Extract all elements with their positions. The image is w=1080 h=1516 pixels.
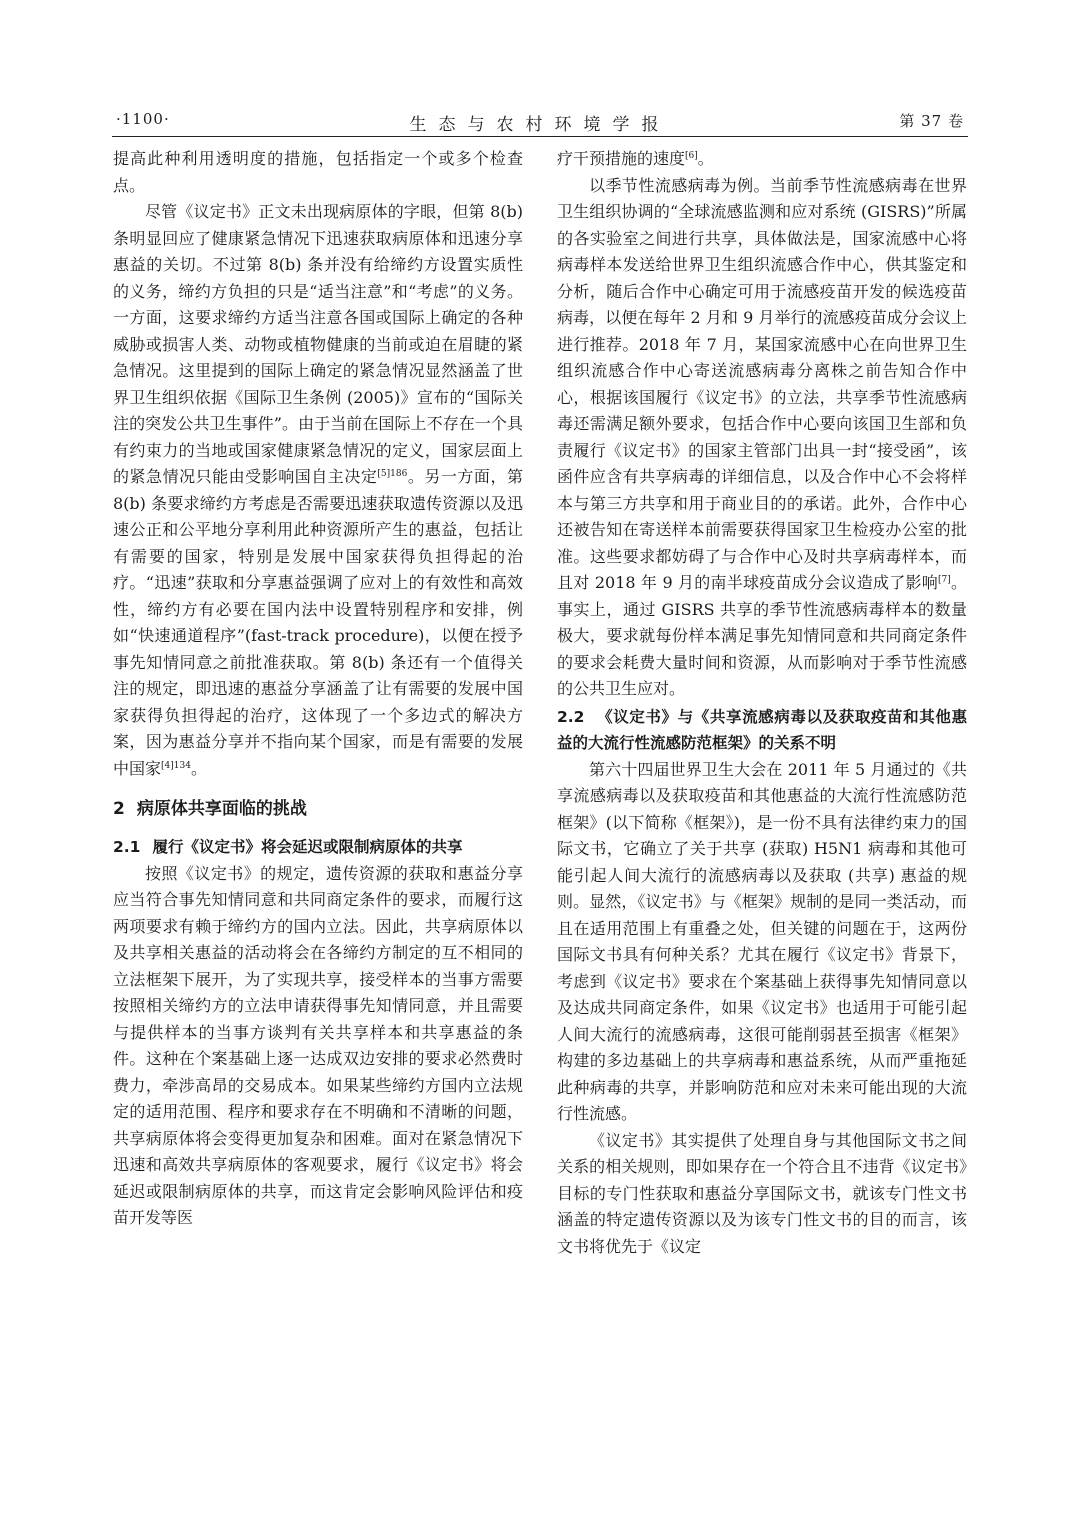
volume-label: 第 37 卷 <box>899 112 964 130</box>
paragraph-text: 疗干预措施的速度 <box>557 149 686 168</box>
paragraph-text: 。 <box>697 149 714 168</box>
left-column <box>113 146 523 1232</box>
section-title: 病原体共享面临的挑战 <box>136 799 307 819</box>
paragraph <box>557 173 967 703</box>
header-rule <box>112 136 968 137</box>
paragraph: 按照《议定书》的规定，遗传资源的获取和惠益分享应当符合事先知情同意和共同商定条件的要求，而履行这两项要求有赖于缔约方的国内立法。因此，共享病原体以及共享相关惠益的活动将会在各缔约方制定的互不相同的立法框架下展开，为了实现共享，接受样本的当事方需要按照相关缔约方的立法申请获得事先知情同意，并且需要与提供样本的当事方谈判有关共享样本和共享惠益的条件。这种在个案基础上逐一达成双边安排的要求必然费时费力，牵涉高昂的交易成本。如果某些缔约方国内立法规定的适用范围、程序和要求存在不明确和不清晰的问题，共享病原体将会变得更加复杂和困难。面对在紧急情况下迅速和高效共享病原体的客观要求，履行《议定书》将会延迟或限制病原体的共享，而这肯定会影响风险评估和疫苗开发等医 <box>113 863 523 1227</box>
right-column <box>557 146 967 1260</box>
subsection-heading <box>557 704 967 757</box>
paragraph: 《议定书》其实提供了处理自身与其他国际文书之间关系的相关规则，即如果存在一个符合且不违背《议定书》目标的专门性获取和惠益分享国际文书，就该专门性文书涵盖的特定遗传资源以及为该专门性文书的目的而言，该文书将优先于《议定 <box>557 1130 967 1256</box>
paragraph-text: 尽管《议定书》正文未出现病原体的字眼，但第 8(b) 条明显回应了健康紧急情况下迅速获取病原体和迅速分享惠益的关切。不过第 8(b) 条并没有给缔约方设置实质性的义务，缔约方负担的只是“适当注意”和“考虑”的义务。一方面，这要求缔约方适当注意各国或国际上确定的各种威胁或损害人类、动物或植物健康的当前或迫在眉睫的紧急情况。这里提到的国际上确定的紧急情况显然涵盖了世界卫生组织依据《国际卫生条例 (2005)》宣布的“国际关注的突发公共卫生事件”。由于当前在国际上不存在一个具有约束力的当地或国家健康紧急情况的定义，国家层面上的紧急情况只能由受影响国自主决定 <box>113 202 523 486</box>
citation: [7] <box>937 575 951 585</box>
running-header <box>112 110 968 135</box>
paragraph <box>113 199 523 782</box>
paragraph-text: 。事实上，通过 GISRS 共享的季节性流感病毒样本的数量极大，要求就每份样本满足事先知情同意和共同商定条件的要求会耗费大量时间和资源，从而影响对于季节性流感的公共卫生应对。 <box>557 573 967 698</box>
subsection-number: 2.1 <box>113 838 141 856</box>
paragraph: 提高此种利用透明度的措施，包括指定一个或多个检查点。 <box>113 149 523 195</box>
journal-title: 生态与农村环境学报 <box>409 115 671 135</box>
subsection-title: 《议定书》与《共享流感病毒以及获取疫苗和其他惠益的大流行性流感防范框架》的关系不明 <box>557 707 967 752</box>
paragraph-text: 。 <box>190 758 207 778</box>
citation: [4]134 <box>161 760 191 771</box>
paragraph <box>557 146 967 173</box>
paragraph-text: 以季节性流感病毒为例。当前季节性流感病毒在世界卫生组织协调的“全球流感监测和应对系统 (GISRS)”所属的各实验室之间进行共享，具体做法是，国家流感中心将病毒样本发送给世界卫生组织流感合作中心，供其鉴定和分析，随后合作中心确定可用于流感疫苗开发的候选疫苗病毒，以便在每年 2 月和 9 月举行的流感疫苗成分会议上进行推荐。2018 年 7 月，某国家流感中心在向世界卫生组织流感合作中心寄送流感病毒分离株之前告知合作中心，根据该国履行《议定书》的立法，共享季节性流感病毒还需满足额外要求，包括合作中心要向该国卫生部和负责履行《议定书》的国家主管部门出具一封“接受函”，该函件应含有共享病毒的详细信息，以及合作中心不会将样本与第三方共享和用于商业目的的承诺。此外，合作中心还被告知在寄送样本前需要获得国家卫生检疫办公室的批准。这些要求都妨碍了与合作中心及时共享病毒样本，而且对 2018 年 9 月的南半球疫苗成分会议造成了影响 <box>557 175 967 592</box>
citation: [5]186 <box>377 469 408 479</box>
subsection-number: 2.2 <box>557 707 585 726</box>
page-number: ·1100· <box>116 110 170 128</box>
subsection-title: 履行《议定书》将会延迟或限制病原体的共享 <box>152 838 463 856</box>
section-number: 2 <box>113 799 125 819</box>
subsection-heading <box>113 834 523 861</box>
citation: [6] <box>685 151 698 161</box>
section-heading <box>113 796 523 822</box>
paragraph: 第六十四届世界卫生大会在 2011 年 5 月通过的《共享流感病毒以及获取疫苗和其他惠益的大流行性流感防范框架》(以下简称《框架》)，是一份不具有法律约束力的国际文书，它确立了关于共享 (获取) H5N1 病毒和其他可能引起人间大流行的流感病毒以及获取 (共享) 惠益的规则。显然，《议定书》与《框架》规制的是同一类活动，而且在适用范围上有重叠之处，但关键的问题在于，这两份国际文书具有何种关系？尤其在履行《议定书》背景下，考虑到《议定书》要求在个案基础上获得事先知情同意以及达成共同商定条件，如果《议定书》也适用于可能引起人间大流行的流感病毒，这很可能削弱甚至损害《框架》构建的多边基础上的共享病毒和惠益系统，从而严重拖延此种病毒的共享，并影响防范和应对未来可能出现的大流行性流感。 <box>557 759 967 1123</box>
paragraph-text: 。另一方面，第 8(b) 条要求缔约方考虑是否需要迅速获取遗传资源以及迅速公正和公平地分享利用此种资源所产生的惠益，包括让有需要的国家，特别是发展中国家获得负担得起的治疗。“迅速”获取和分享惠益强调了应对上的有效性和高效性，缔约方有必要在国内法中设置特别程序和安排，例如“快速通道程序”(fast-track procedure)，以便在授予事先知情同意之前批准获取。第 8(b) 条还有一个值得关注的规定，即迅速的惠益分享涵盖了让有需要的发展中国家获得负担得起的治疗，这体现了一个多边式的解决方案，因为惠益分享并不指向某个国家，而是有需要的发展中国家 <box>113 467 523 778</box>
